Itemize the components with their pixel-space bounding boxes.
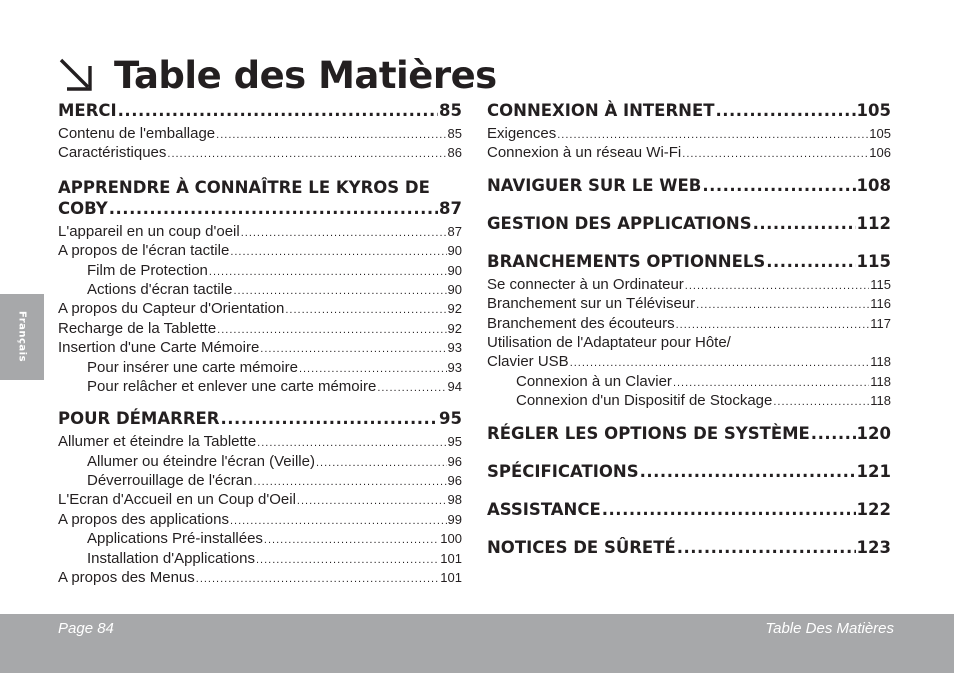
toc-entry-label: CONNEXION À INTERNET [487,101,715,120]
toc-page-number: 87 [439,198,462,218]
section-gap [487,237,891,252]
toc-page-number: 99 [447,511,462,527]
dot-leader [811,424,856,443]
toc-page-number: 92 [447,320,462,336]
toc-subsection-entry[interactable] [58,143,462,162]
toc-entry-label: Insertion d'une Carte Mémoire [58,339,260,357]
toc-subsection-entry[interactable] [58,241,462,260]
toc-subsection-entry[interactable] [58,319,462,338]
toc-page-number: 100 [440,531,462,547]
toc-entry-label: POUR DÉMARRER [58,409,220,429]
toc-subsection-entry[interactable] [58,568,462,587]
page-title: Table des Matières [114,53,497,97]
toc-page-number: 93 [447,340,462,356]
dot-leader [773,393,869,412]
toc-page-number: 95 [439,409,462,429]
toc-page-number: 101 [440,550,462,566]
section-gap [487,523,891,538]
toc-entry-first-line: APPRENDRE À CONNAÎTRE LE KYROS DE [58,177,430,197]
toc-section-entry[interactable] [487,252,891,275]
toc-entry-label: Caractéristiques [58,144,167,162]
toc-entry-label: L'appareil en un coup d'oeil [58,222,240,240]
section-title: Table Des Matières [765,620,894,637]
page-title-row [58,50,497,100]
toc-subsection-entry[interactable] [487,352,891,371]
dot-leader [753,214,856,233]
dot-leader [685,277,869,296]
toc-entry-label: NOTICES DE SÛRETÉ [487,537,676,557]
toc-subsection-entry[interactable] [487,314,891,333]
toc-entry-label: Déverrouillage de l'écran [87,472,253,490]
toc-page-number: 90 [447,243,462,259]
toc-column-left [58,101,462,587]
toc-page-number: 90 [447,281,462,297]
toc-subsection-entry[interactable] [58,471,462,490]
toc-section-entry[interactable] [487,462,891,485]
toc-page-number: 117 [870,315,891,331]
section-gap [487,485,891,500]
language-label: Français [16,311,28,363]
dot-leader [377,379,446,398]
toc-subsection-entry[interactable] [487,391,891,410]
toc-subsection-entry[interactable] [58,299,462,318]
toc-subsection-entry[interactable] [487,124,891,143]
toc-section-entry[interactable] [58,409,462,432]
toc-subsection-entry[interactable] [58,549,462,568]
toc-entry-label: Se connecter à un Ordinateur [487,275,684,293]
dot-leader [221,409,439,428]
toc-page-number: 118 [870,393,891,409]
toc-entry-label: MERCI [58,101,117,120]
toc-entry-label: Branchement des écouteurs [487,314,675,332]
toc-entry-label: Installation d'Applications [87,549,255,567]
toc-subsection-entry[interactable] [58,280,462,299]
dot-leader [682,145,868,164]
toc-entry-label: Connexion d'un Dispositif de Stockage [516,392,773,410]
toc-subsection-entry[interactable] [58,490,462,509]
toc-entry-label: Recharge de la Tablette [58,319,217,337]
dot-leader [209,263,447,282]
toc-subsection-entry[interactable] [487,275,891,294]
toc-page-number: 105 [869,126,891,141]
dot-leader [285,301,446,320]
diagonal-arrow-down-right-icon [58,57,94,93]
toc-page-number: 105 [856,101,891,120]
toc-section-entry[interactable] [487,101,891,124]
toc-entry-label: GESTION DES APPLICATIONS [487,213,752,233]
toc-page-number: 118 [870,373,891,389]
toc-subsection-entry[interactable] [487,294,891,313]
toc-page-number: 90 [447,262,462,278]
toc-page-number: 115 [856,251,891,271]
toc-entry-label: Allumer et éteindre la Tablette [58,433,257,451]
toc-entry-label: A propos de l'écran tactile [58,242,230,260]
toc-entry-label: A propos des applications [58,510,229,528]
footer-band [0,614,954,673]
dot-leader [230,243,446,262]
toc-subsection-entry[interactable] [58,358,462,377]
toc-entry-label: SPÉCIFICATIONS [487,461,639,481]
dot-leader [677,538,856,557]
language-side-tab [0,294,44,380]
toc-section-entry[interactable] [487,424,891,447]
dot-leader [196,570,440,589]
dot-leader [602,500,856,519]
toc-page-number: 120 [856,423,891,443]
toc-subsection-entry[interactable] [58,510,462,529]
toc-page-number: 86 [447,145,462,161]
dot-leader [264,531,439,550]
toc-page-number: 122 [856,499,891,519]
toc-subsection-entry[interactable] [58,377,462,396]
toc-entry-first-line: Utilisation de l'Adaptateur pour Hôte/ [487,333,731,351]
dot-leader [696,296,869,315]
toc-section-entry[interactable] [58,101,462,124]
toc-page-number: 106 [869,145,891,161]
toc-page-number: 93 [447,359,462,375]
toc-page-number: 123 [856,537,891,557]
toc-page-number: 95 [447,434,462,450]
dot-leader [297,492,447,511]
dot-leader [716,101,856,120]
toc-entry-label: Branchement sur un Téléviseur [487,295,696,313]
toc-page-number: 121 [856,461,891,481]
toc-page-number: 96 [447,453,462,469]
toc-entry-label: Connexion à un réseau Wi-Fi [487,144,682,162]
dot-leader [766,252,855,271]
toc-entry-label: BRANCHEMENTS OPTIONNELS [487,251,766,271]
toc-page-number: 96 [447,473,462,489]
toc-page-number: 87 [447,223,462,239]
toc-column-right [487,101,891,561]
toc-entry-label: Pour relâcher et enlever une carte mémoire [87,377,377,395]
dot-leader [256,551,439,570]
toc-entry-label: ASSISTANCE [487,499,601,519]
toc-section-entry[interactable] [487,176,891,199]
toc-subsection-entry[interactable] [58,222,462,241]
toc-subsection-entry[interactable] [58,432,462,451]
toc-subsection-entry[interactable] [58,261,462,280]
toc-page-number: 98 [447,492,462,508]
toc-subsection-entry[interactable] [58,124,462,143]
toc-page-number: 108 [856,175,891,195]
toc-page-number: 101 [440,570,462,586]
toc-entry-label: Pour insérer une carte mémoire [87,358,298,376]
toc-page-number: 94 [447,378,462,394]
toc-subsection-entry[interactable] [58,452,462,471]
toc-page-number: 118 [870,354,891,370]
toc-page-number: 116 [870,296,891,312]
toc-entry-label: Exigences [487,125,557,142]
toc-subsection-entry[interactable] [58,529,462,548]
toc-entry-label: Connexion à un Clavier [516,372,672,390]
toc-entry-label: NAVIGUER SUR LE WEB [487,175,702,195]
toc-page-number: 115 [870,276,891,292]
toc-entry-label: A propos des Menus [58,569,195,587]
toc-entry-label: Clavier USB [487,353,569,371]
toc-entry-label: Actions d'écran tactile [87,280,233,298]
dot-leader [167,145,446,164]
dot-leader [241,224,447,243]
toc-page-number: 112 [856,213,891,233]
toc-subsection-entry[interactable] [58,338,462,357]
dot-leader [118,101,438,120]
toc-page-number: 85 [439,101,462,120]
toc-entry-label: Contenu de l'emballage [58,125,216,142]
toc-section-entry[interactable] [487,214,891,237]
dot-leader [702,176,855,195]
dot-leader [640,462,856,481]
toc-section-entry[interactable] [58,199,462,222]
toc-subsection-entry[interactable] [487,372,891,391]
toc-entry-label: A propos du Capteur d'Orientation [58,300,285,318]
toc-section-entry[interactable] [487,538,891,561]
toc-entry-label: Film de Protection [87,261,208,279]
toc-page-number: 92 [447,301,462,317]
toc-entry-label: L'Ecran d'Accueil en un Coup d'Oeil [58,491,296,509]
toc-entry-label: Allumer ou éteindre l'écran (Veille) [87,452,315,470]
dot-leader [109,199,438,218]
toc-subsection-entry[interactable] [487,143,891,162]
dot-leader [216,126,446,145]
toc-entry-label: Applications Pré-installées [87,530,263,548]
page-number: Page 84 [58,620,114,637]
toc-section-entry[interactable] [487,500,891,523]
toc-page-number: 85 [447,126,462,141]
toc-entry-label: COBY [58,198,108,218]
section-gap [487,199,891,214]
toc-entry-label: RÉGLER LES OPTIONS DE SYSTÈME [487,423,810,443]
dot-leader [316,454,447,473]
section-gap [487,447,891,462]
